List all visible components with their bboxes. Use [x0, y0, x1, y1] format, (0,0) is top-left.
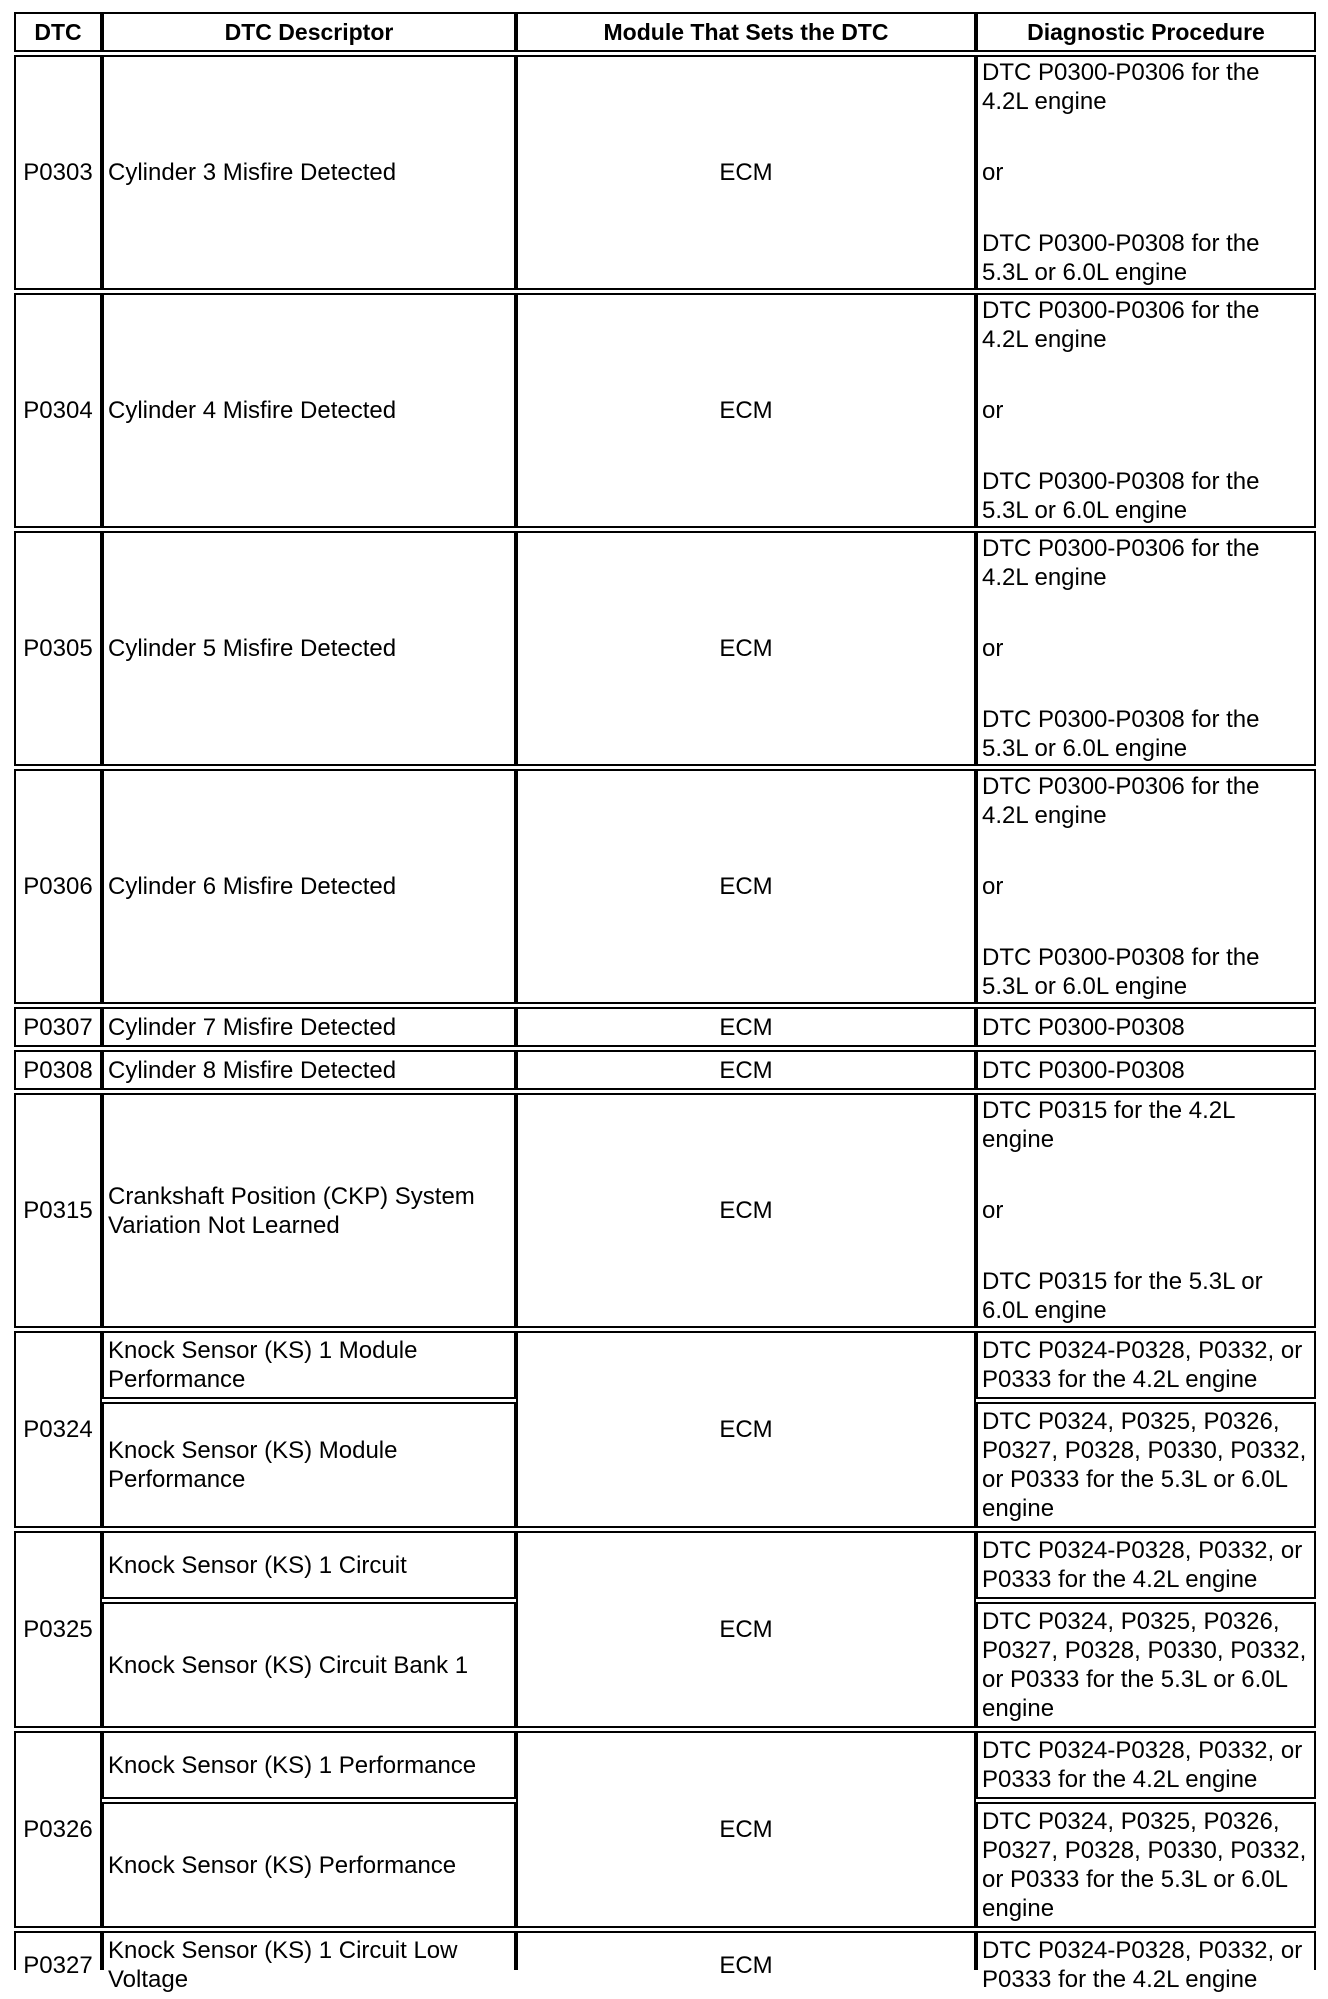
descriptor-cell: [102, 55, 516, 290]
procedure-cell: [976, 1531, 1316, 1599]
procedure-text: DTC P0300-P0306 for the 4.2L engine: [982, 535, 1260, 591]
module-cell-text: ECM: [719, 1951, 773, 1979]
descriptor-cell: [102, 1731, 516, 1799]
module-cell: [516, 1007, 976, 1047]
procedure-part: [982, 354, 1310, 467]
procedure-text: DTC P0315 for the 4.2L engine: [982, 1097, 1235, 1153]
module-cell-text: ECM: [719, 1816, 773, 1843]
module-cell: [516, 293, 976, 528]
procedure-cell: [976, 769, 1316, 1004]
dtc-code-text: P0325: [23, 1616, 93, 1643]
procedure-text: DTC P0324-P0328, P0332, or P0333 for the 4.2L engine: [982, 1937, 1303, 1993]
procedure-cell: [976, 1931, 1316, 1999]
procedure-text: or: [982, 159, 1004, 186]
dtc-code: [14, 1007, 102, 1047]
descriptor-cell-text: Cylinder 5 Misfire Detected: [108, 635, 397, 662]
procedure-cell: [976, 1402, 1316, 1528]
module-cell: [516, 1731, 976, 1928]
procedure-text: DTC P0324-P0328, P0332, or P0333 for the 4.2L engine: [982, 1537, 1303, 1593]
descriptor-cell: [102, 1802, 516, 1928]
procedure-cell: [976, 1802, 1316, 1928]
procedure-text: or: [982, 397, 1004, 424]
module-cell-text: ECM: [719, 1013, 773, 1041]
descriptor-cell: [102, 1007, 516, 1047]
procedure-cell: [976, 1007, 1316, 1047]
procedure-part: [982, 592, 1310, 705]
dtc-code: [14, 531, 102, 766]
module-cell: [516, 769, 976, 1004]
procedure-part: [982, 467, 1310, 525]
dtc-code-text: P0307: [23, 1013, 93, 1041]
dtc-code-text: P0315: [23, 1197, 93, 1224]
procedure-text: DTC P0300-P0308: [982, 1013, 1185, 1041]
header-module: [516, 12, 976, 52]
procedure-text: DTC P0300-P0308 for the 5.3L or 6.0L engine: [982, 706, 1260, 762]
header-descriptor: [102, 12, 516, 52]
procedure-cell: [976, 531, 1316, 766]
procedure-text: or: [982, 635, 1004, 662]
descriptor-cell-text: Knock Sensor (KS) Circuit Bank 1: [108, 1651, 469, 1679]
procedure-part: [982, 705, 1310, 763]
procedure-text: DTC P0324, P0325, P0326, P0327, P0328, P0330, P0332, or P0333 for the 5.3L or 6.0L engine: [982, 1408, 1307, 1522]
procedure-text: DTC P0300-P0308 for the 5.3L or 6.0L engine: [982, 944, 1260, 1000]
descriptor-cell: [102, 531, 516, 766]
module-cell: [516, 1331, 976, 1528]
procedure-text: DTC P0300-P0308: [982, 1056, 1185, 1084]
descriptor-cell-text: Knock Sensor (KS) 1 Circuit Low Voltage: [108, 1937, 458, 1993]
dtc-code: [14, 55, 102, 290]
descriptor-cell-text: Cylinder 3 Misfire Detected: [108, 159, 397, 186]
procedure-part: [982, 1154, 1310, 1267]
module-cell: [516, 1931, 976, 1999]
descriptor-cell-text: Knock Sensor (KS) 1 Performance: [108, 1751, 477, 1779]
dtc-code-text: P0308: [23, 1056, 93, 1084]
header-module-text: Module That Sets the DTC: [603, 18, 889, 45]
module-cell: [516, 1093, 976, 1328]
module-cell-text: ECM: [719, 635, 773, 662]
descriptor-cell-text: Crankshaft Position (CKP) System Variation Not Learned: [108, 1182, 475, 1239]
procedure-text: DTC P0300-P0308 for the 5.3L or 6.0L engine: [982, 468, 1260, 524]
dtc-code: [14, 293, 102, 528]
dtc-code-text: P0306: [23, 873, 93, 900]
procedure-text: DTC P0300-P0306 for the 4.2L engine: [982, 297, 1260, 353]
descriptor-cell-text: Cylinder 4 Misfire Detected: [108, 397, 397, 424]
module-cell-text: ECM: [719, 1197, 773, 1224]
descriptor-cell: [102, 1331, 516, 1399]
dtc-code: [14, 769, 102, 1004]
procedure-text: DTC P0300-P0306 for the 4.2L engine: [982, 773, 1260, 829]
dtc-code-text: P0324: [23, 1416, 93, 1443]
procedure-text: DTC P0324, P0325, P0326, P0327, P0328, P0330, P0332, or P0333 for the 5.3L or 6.0L engine: [982, 1808, 1307, 1922]
procedure-cell: [976, 1602, 1316, 1728]
descriptor-cell: [102, 1093, 516, 1328]
header-procedure: [976, 12, 1316, 52]
header-dtc-text: DTC: [34, 18, 82, 45]
dtc-code: [14, 1931, 102, 1999]
procedure-part: [982, 772, 1310, 830]
procedure-cell: [976, 1050, 1316, 1090]
module-cell: [516, 55, 976, 290]
procedure-part: [982, 534, 1310, 592]
descriptor-cell: [102, 1531, 516, 1599]
procedure-cell: [976, 1093, 1316, 1328]
dtc-code: [14, 1331, 102, 1528]
dtc-table: [14, 12, 1316, 1993]
module-cell: [516, 531, 976, 766]
procedure-part: [982, 58, 1310, 116]
descriptor-cell-text: Knock Sensor (KS) Performance: [108, 1851, 457, 1879]
module-cell-text: ECM: [719, 1056, 773, 1084]
dtc-code-text: P0305: [23, 635, 93, 662]
procedure-text: DTC P0324-P0328, P0332, or P0333 for the 4.2L engine: [982, 1737, 1303, 1793]
module-cell: [516, 1531, 976, 1728]
procedure-cell: [976, 1331, 1316, 1399]
descriptor-cell: [102, 1931, 516, 1999]
descriptor-cell-text: Knock Sensor (KS) Module Performance: [108, 1437, 398, 1493]
module-cell: [516, 1050, 976, 1090]
procedure-part: [982, 116, 1310, 229]
procedure-cell: [976, 1731, 1316, 1799]
procedure-part: [982, 830, 1310, 943]
procedure-part: [982, 943, 1310, 1001]
descriptor-cell-text: Cylinder 8 Misfire Detected: [108, 1056, 397, 1084]
descriptor-cell-text: Knock Sensor (KS) 1 Circuit: [108, 1551, 407, 1579]
dtc-code: [14, 1050, 102, 1090]
descriptor-cell: [102, 1050, 516, 1090]
dtc-code-text: P0327: [23, 1951, 93, 1979]
procedure-part: [982, 296, 1310, 354]
procedure-part: [982, 1267, 1310, 1325]
procedure-text: or: [982, 1197, 1004, 1224]
dtc-code: [14, 1093, 102, 1328]
dtc-code: [14, 1731, 102, 1928]
module-cell-text: ECM: [719, 159, 773, 186]
descriptor-cell: [102, 769, 516, 1004]
procedure-cell: [976, 55, 1316, 290]
procedure-text: or: [982, 873, 1004, 900]
descriptor-cell-text: Cylinder 6 Misfire Detected: [108, 873, 397, 900]
dtc-code-text: P0304: [23, 397, 93, 424]
procedure-text: DTC P0300-P0308 for the 5.3L or 6.0L engine: [982, 230, 1260, 286]
procedure-text: DTC P0300-P0306 for the 4.2L engine: [982, 59, 1260, 115]
module-cell-text: ECM: [719, 1616, 773, 1643]
procedure-text: DTC P0315 for the 5.3L or 6.0L engine: [982, 1268, 1263, 1324]
procedure-part: [982, 229, 1310, 287]
procedure-text: DTC P0324-P0328, P0332, or P0333 for the 4.2L engine: [982, 1337, 1303, 1393]
procedure-part: [982, 1096, 1310, 1154]
dtc-code-text: P0303: [23, 159, 93, 186]
procedure-cell: [976, 293, 1316, 528]
descriptor-cell-text: Knock Sensor (KS) 1 Module Performance: [108, 1337, 418, 1393]
module-cell-text: ECM: [719, 873, 773, 900]
module-cell-text: ECM: [719, 1416, 773, 1443]
header-dtc: [14, 12, 102, 52]
procedure-text: DTC P0324, P0325, P0326, P0327, P0328, P0330, P0332, or P0333 for the 5.3L or 6.0L engine: [982, 1608, 1307, 1722]
descriptor-cell-text: Cylinder 7 Misfire Detected: [108, 1013, 397, 1041]
descriptor-cell: [102, 293, 516, 528]
dtc-code-text: P0326: [23, 1816, 93, 1843]
header-descriptor-text: DTC Descriptor: [224, 18, 394, 45]
module-cell-text: ECM: [719, 397, 773, 424]
descriptor-cell: [102, 1602, 516, 1728]
descriptor-cell: [102, 1402, 516, 1528]
header-procedure-text: Diagnostic Procedure: [1027, 18, 1265, 45]
dtc-code: [14, 1531, 102, 1728]
